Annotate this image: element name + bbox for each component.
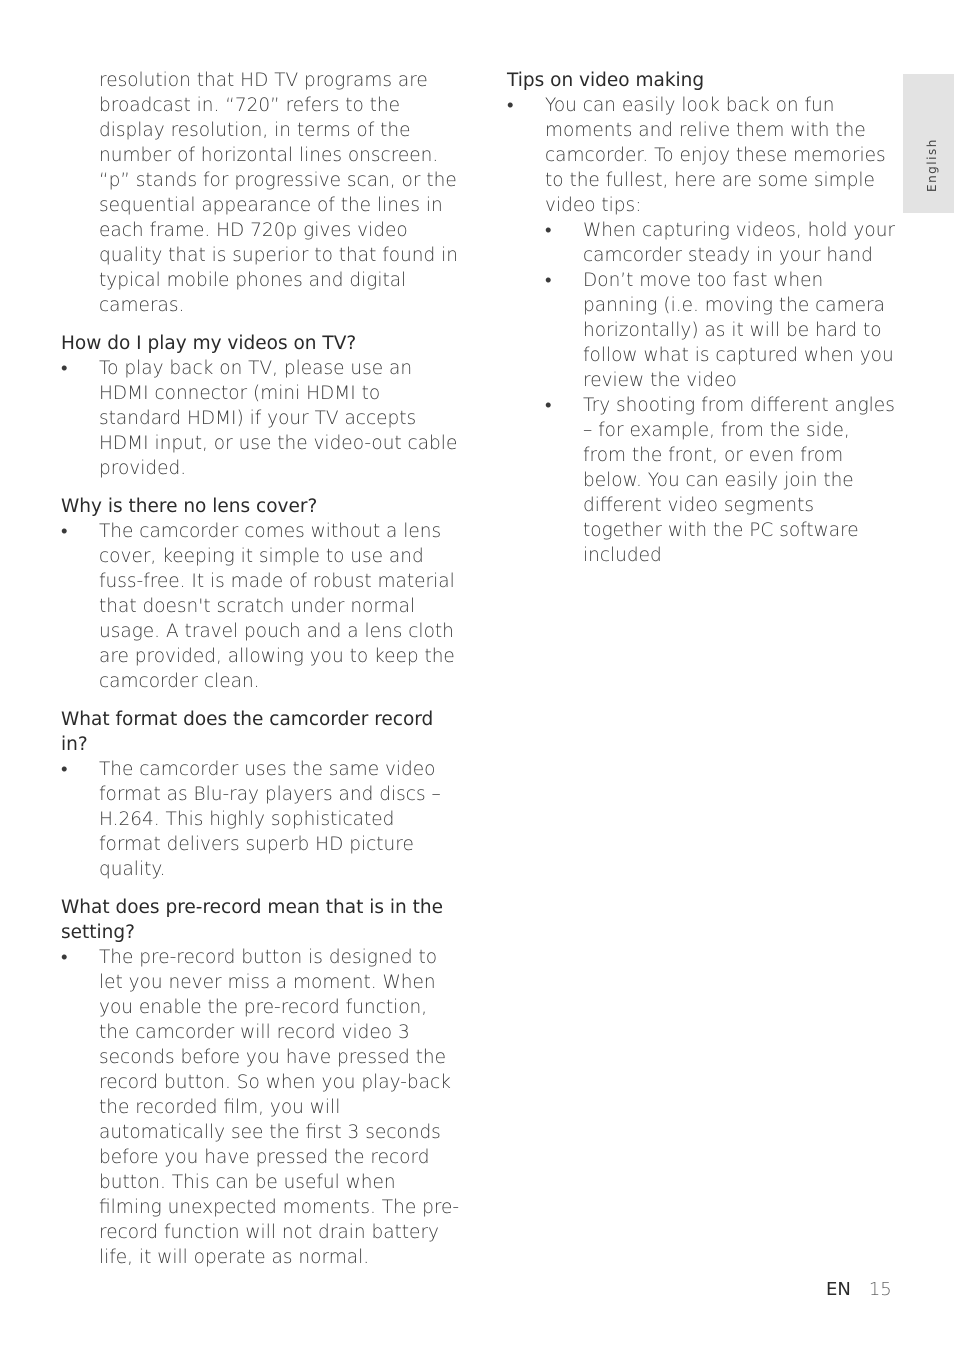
language-tab (903, 74, 954, 213)
faq-answer: • To play back on TV, please use an HDMI connector (mini HDMI to standard HDMI) if your TV accepts HDMI input, or use the video-out cable provided. (61, 356, 461, 481)
faq-answer: • The pre-record button is designed to let you never miss a moment. When you enable the pre-record function, the camcorder will record video 3 seconds before you have pressed the record button. So when you play-back the recorded film, you will automatically see the first 3 seconds before you have pressed the record button. This can be useful when filming unexpected moments. The pre-record function will not drain battery life, it will operate as normal. (61, 945, 461, 1270)
faq-heading: What does pre-record mean that is in the setting? (61, 897, 443, 943)
tip-item: • Try shooting from different angles – for example, from the side, from the front, or even from below. You can easily join the different video segments together with the PC software included (545, 393, 897, 568)
faq-heading: What format does the camcorder record in? (61, 709, 434, 755)
tip-item: • When capturing videos, hold your camcorder steady in your hand (545, 218, 897, 268)
faq-heading: Why is there no lens cover? (61, 496, 318, 517)
right-column (507, 68, 897, 568)
faq-answer: • The camcorder comes without a lens cover, keeping it simple to use and fuss-free. It is made of robust material that doesn't scratch under normal usage. A travel pouch and a lens cloth are provided, allowing you to keep the camcorder clean. (61, 519, 461, 694)
tips-intro-bullet: • You can easily look back on fun moments and relive them with the camcorder. To enjoy these memories to the fullest, here are some simple video tips: (507, 93, 897, 218)
page-number: 15 (868, 1279, 892, 1300)
tips-sub-list (545, 218, 897, 568)
faq-answer: • The camcorder uses the same video format as Blu-ray players and discs – H.264. This highly sophisticated format delivers superb HD picture quality. (61, 757, 461, 882)
tips-heading: Tips on video making (507, 70, 705, 91)
faq-section-format (61, 707, 461, 882)
intro-paragraph: resolution that HD TV programs are broadcast in. “720” refers to the display resolution, in terms of the number of horizontal lines onscreen. “p” stands for progressive scan, or the sequential appearance of the lines in each frame. HD 720p gives video quality that is superior to that found in typical mobile phones and digital cameras. (99, 70, 458, 316)
left-column (61, 68, 461, 1283)
faq-heading: How do I play my videos on TV? (61, 333, 357, 354)
faq-section-pre-record (61, 895, 461, 1270)
footer-language-code: EN (826, 1279, 851, 1300)
faq-section-play-on-tv (61, 331, 461, 481)
faq-section-lens-cover (61, 494, 461, 694)
language-label: English (925, 138, 939, 192)
page-footer (826, 1279, 892, 1300)
tip-item: • Don’t move too fast when panning (i.e. moving the camera horizontally) as it will be hard to follow what is captured when you review the video (545, 268, 897, 393)
